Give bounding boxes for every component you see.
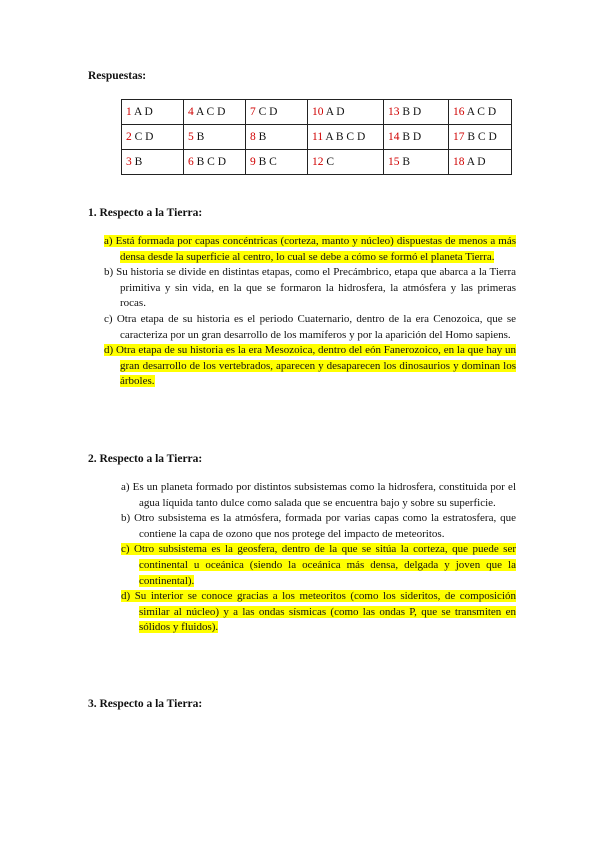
question-1-options <box>104 234 516 390</box>
answers-row <box>122 100 512 125</box>
answer-number: 3 <box>126 156 132 168</box>
answer-number: 18 <box>453 156 465 168</box>
answer-cell <box>246 125 308 150</box>
answers-row <box>122 150 512 175</box>
answer-value: A D <box>134 106 153 118</box>
answer-value: C <box>326 156 335 168</box>
answer-value: B <box>402 156 411 168</box>
answer-value: B C D <box>467 131 497 143</box>
option-item <box>104 234 516 265</box>
answer-number: 4 <box>188 106 194 118</box>
answer-value: A D <box>325 106 345 118</box>
answer-number: 7 <box>250 106 256 118</box>
answer-value: B C D <box>196 156 227 168</box>
answer-cell <box>184 100 246 125</box>
answer-number: 11 <box>312 131 324 143</box>
answer-cell <box>308 125 384 150</box>
answer-number: 6 <box>188 156 194 168</box>
option-label: c) <box>104 312 113 325</box>
answers-table <box>121 99 512 175</box>
option-item <box>121 480 516 511</box>
answer-cell <box>184 150 246 175</box>
answer-value: C D <box>258 106 278 118</box>
answer-cell <box>384 100 449 125</box>
option-label: d) <box>121 590 131 603</box>
answer-value: B D <box>402 131 422 143</box>
answer-value: B <box>258 131 267 143</box>
answer-number: 9 <box>250 156 256 168</box>
answer-value: A C D <box>196 106 226 118</box>
answer-number: 14 <box>388 131 400 143</box>
answer-number: 13 <box>388 106 400 118</box>
answer-value: A B C D <box>325 131 366 143</box>
answer-cell <box>449 100 512 125</box>
answer-number: 1 <box>126 106 132 118</box>
answer-cell <box>308 100 384 125</box>
option-text: Es un planeta formado por distintos subsistemas como la hidrosfera, constituida por el agua líquida tanto dulce como salada que se encuentra bajo y sobre su superficie. <box>132 481 517 509</box>
answer-value: C D <box>134 131 154 143</box>
option-label: d) <box>104 344 114 357</box>
option-item <box>121 542 516 589</box>
option-item <box>104 343 516 390</box>
answer-cell <box>308 150 384 175</box>
answer-cell <box>122 100 184 125</box>
option-text: Está formada por capas concéntricas (corteza, manto y núcleo) dispuestas de menos a más densa desde la superficie al centro, lo cual se debe a cómo se formó el planeta Tierra. <box>115 235 516 263</box>
answer-number: 2 <box>126 131 132 143</box>
option-text: Otra etapa de su historia es el periodo Cuaternario, dentro de la era Cenozoica, que se caracteriza por un gran desarrollo de los mamíferos y por la aparición del Homo sapiens. <box>116 312 516 341</box>
answer-value: A C D <box>466 106 497 118</box>
answer-cell <box>246 150 308 175</box>
option-text: Otro subsistema es la atmósfera, formada por varias capas como la estratosfera, que contiene la capa de ozono que nos protege del impacto de meteoritos. <box>134 512 516 540</box>
option-label: a) <box>104 235 113 247</box>
answer-value: B C <box>258 156 277 168</box>
answer-cell <box>449 125 512 150</box>
answer-value: B D <box>402 106 422 118</box>
answer-cell <box>122 150 184 175</box>
answer-cell <box>449 150 512 175</box>
answer-value: B <box>134 156 143 168</box>
answers-row <box>122 125 512 150</box>
option-label: c) <box>121 543 130 556</box>
answer-cell <box>384 150 449 175</box>
answer-value: B <box>196 131 205 143</box>
question-2-options <box>121 480 516 636</box>
option-label: b) <box>104 266 114 279</box>
answer-number: 12 <box>312 156 324 168</box>
answers-title: Respuestas: <box>88 70 147 82</box>
answer-cell <box>184 125 246 150</box>
question-1-title: 1. Respecto a la Tierra: <box>88 207 203 219</box>
option-text: Su interior se conoce gracias a los meteoritos (como los sideritos, de composición similar al núcleo) y a las ondas sísmicas (como las ondas P, que se transmiten en sólidos y fluidos). <box>134 590 516 634</box>
option-item <box>121 589 516 636</box>
answer-cell <box>122 125 184 150</box>
option-item <box>104 265 516 312</box>
option-label: a) <box>121 481 130 493</box>
answer-number: 5 <box>188 131 194 143</box>
answer-number: 8 <box>250 131 256 143</box>
answer-cell <box>246 100 308 125</box>
answer-number: 15 <box>388 156 400 168</box>
answer-cell <box>384 125 449 150</box>
answer-number: 17 <box>453 131 465 143</box>
option-text: Su historia se divide en distintas etapas, como el Precámbrico, etapa que abarca a la Tierra primitiva y sin vida, en la que se formaron la hidrosfera, la atmósfera y las primeras rocas. <box>116 266 516 310</box>
question-2-title: 2. Respecto a la Tierra: <box>88 453 203 465</box>
answer-number: 10 <box>312 106 324 118</box>
question-3-title: 3. Respecto a la Tierra: <box>88 698 203 710</box>
answer-value: A D <box>466 156 486 168</box>
option-label: b) <box>121 512 131 525</box>
option-text: Otro subsistema es la geosfera, dentro de la que se sitúa la corteza, que puede ser continental u oceánica (siendo la oceánica más densa, delgada y joven que la continental). <box>134 543 516 587</box>
option-item <box>104 312 516 343</box>
answer-number: 16 <box>453 106 465 118</box>
option-item <box>121 511 516 542</box>
option-text: Otra etapa de su historia es la era Mesozoica, dentro del eón Fanerozoico, en la que hay un gran desarrollo de los vertebrados, aparecen y desaparecen los dinosaurios y dominan los árboles. <box>115 344 517 388</box>
